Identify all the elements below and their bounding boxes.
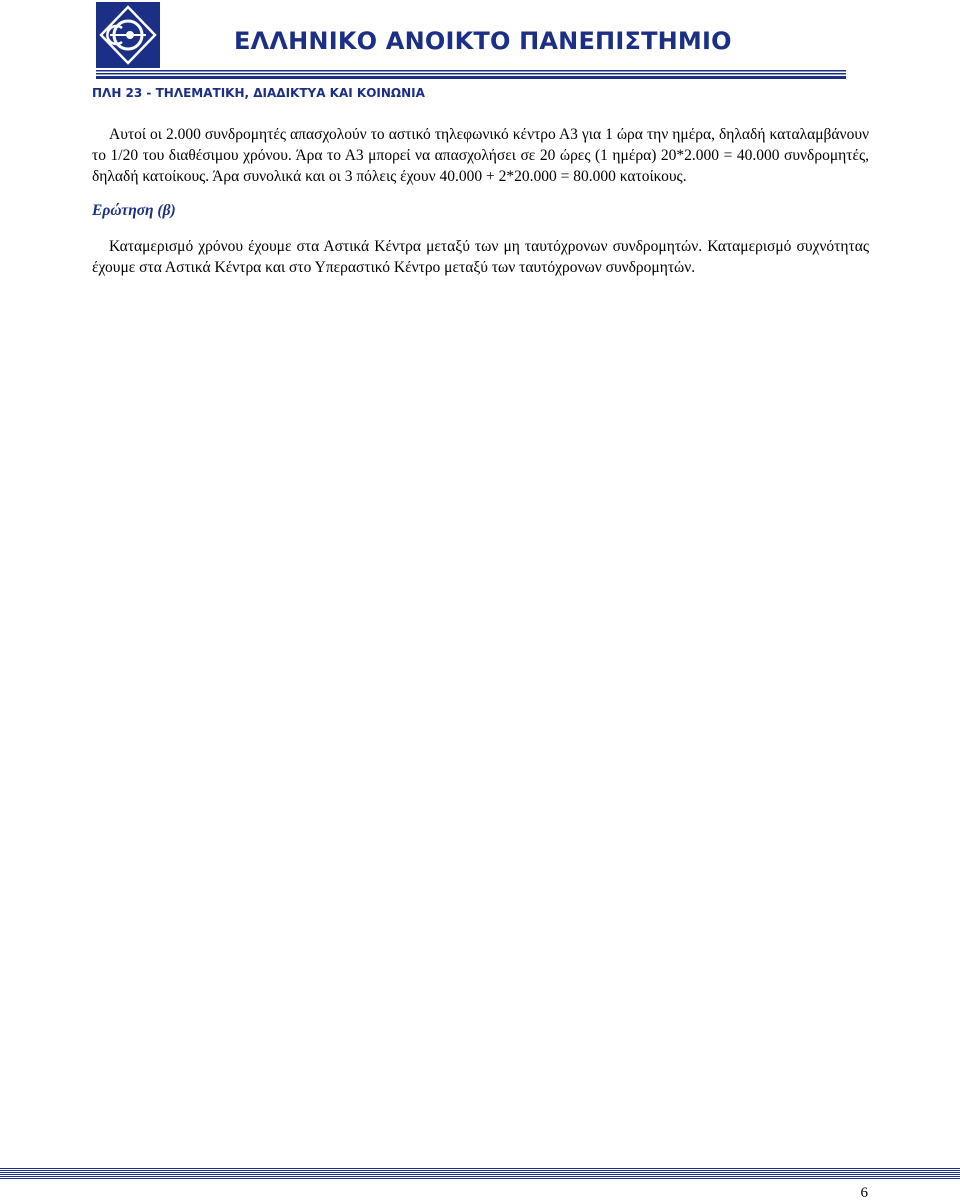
header-divider [96,70,846,80]
university-logo [96,2,160,68]
page-number: 6 [860,1185,868,1201]
university-seal-icon [96,2,160,68]
course-title: ΠΛΗ 23 - ΤΗΛΕΜΑΤΙΚΗ, ΔΙΑΔΙΚΤΥΑ ΚΑΙ ΚΟΙΝΩΝΙΑ [92,86,425,100]
answer-paragraph-b: Καταμερισμό χρόνου έχουμε στα Αστικά Κέντρα μεταξύ των μη ταυτόχρονων συνδρομητών. Καταμερισμό συχνότητας έχουμε στα Αστικά Κέντρα και στο Υπεραστικό Κέντρο μεταξύ των ταυτόχρονων συνδρομητών. [92,238,869,276]
document-body [92,124,869,278]
question-heading: Ερώτηση (β) [92,202,176,219]
footer-divider [0,1168,960,1180]
answer-paragraph: Αυτοί οι 2.000 συνδρομητές απασχολούν το αστικό τηλεφωνικό κέντρο Α3 για 1 ώρα την ημέρα, δηλαδή καταλαμβάνουν το 1/20 του διαθέσιμου χρόνου. Άρα το Α3 μπορεί να απασχολήσει σε 20 ώρες (1 ημέρα) 20*2.000 = 40.000 συνδρομητές, δηλαδή κατοίκους. Άρα συνολικά και οι 3 πόλεις έχουν 40.000 + 2*20.000 = 80.000 κατοίκους. [92,126,869,185]
university-title: ΕΛΛΗΝΙΚΟ ΑΝΟΙΚΤΟ ΠΑΝΕΠΙΣΤΗΜΙΟ [234,27,732,55]
